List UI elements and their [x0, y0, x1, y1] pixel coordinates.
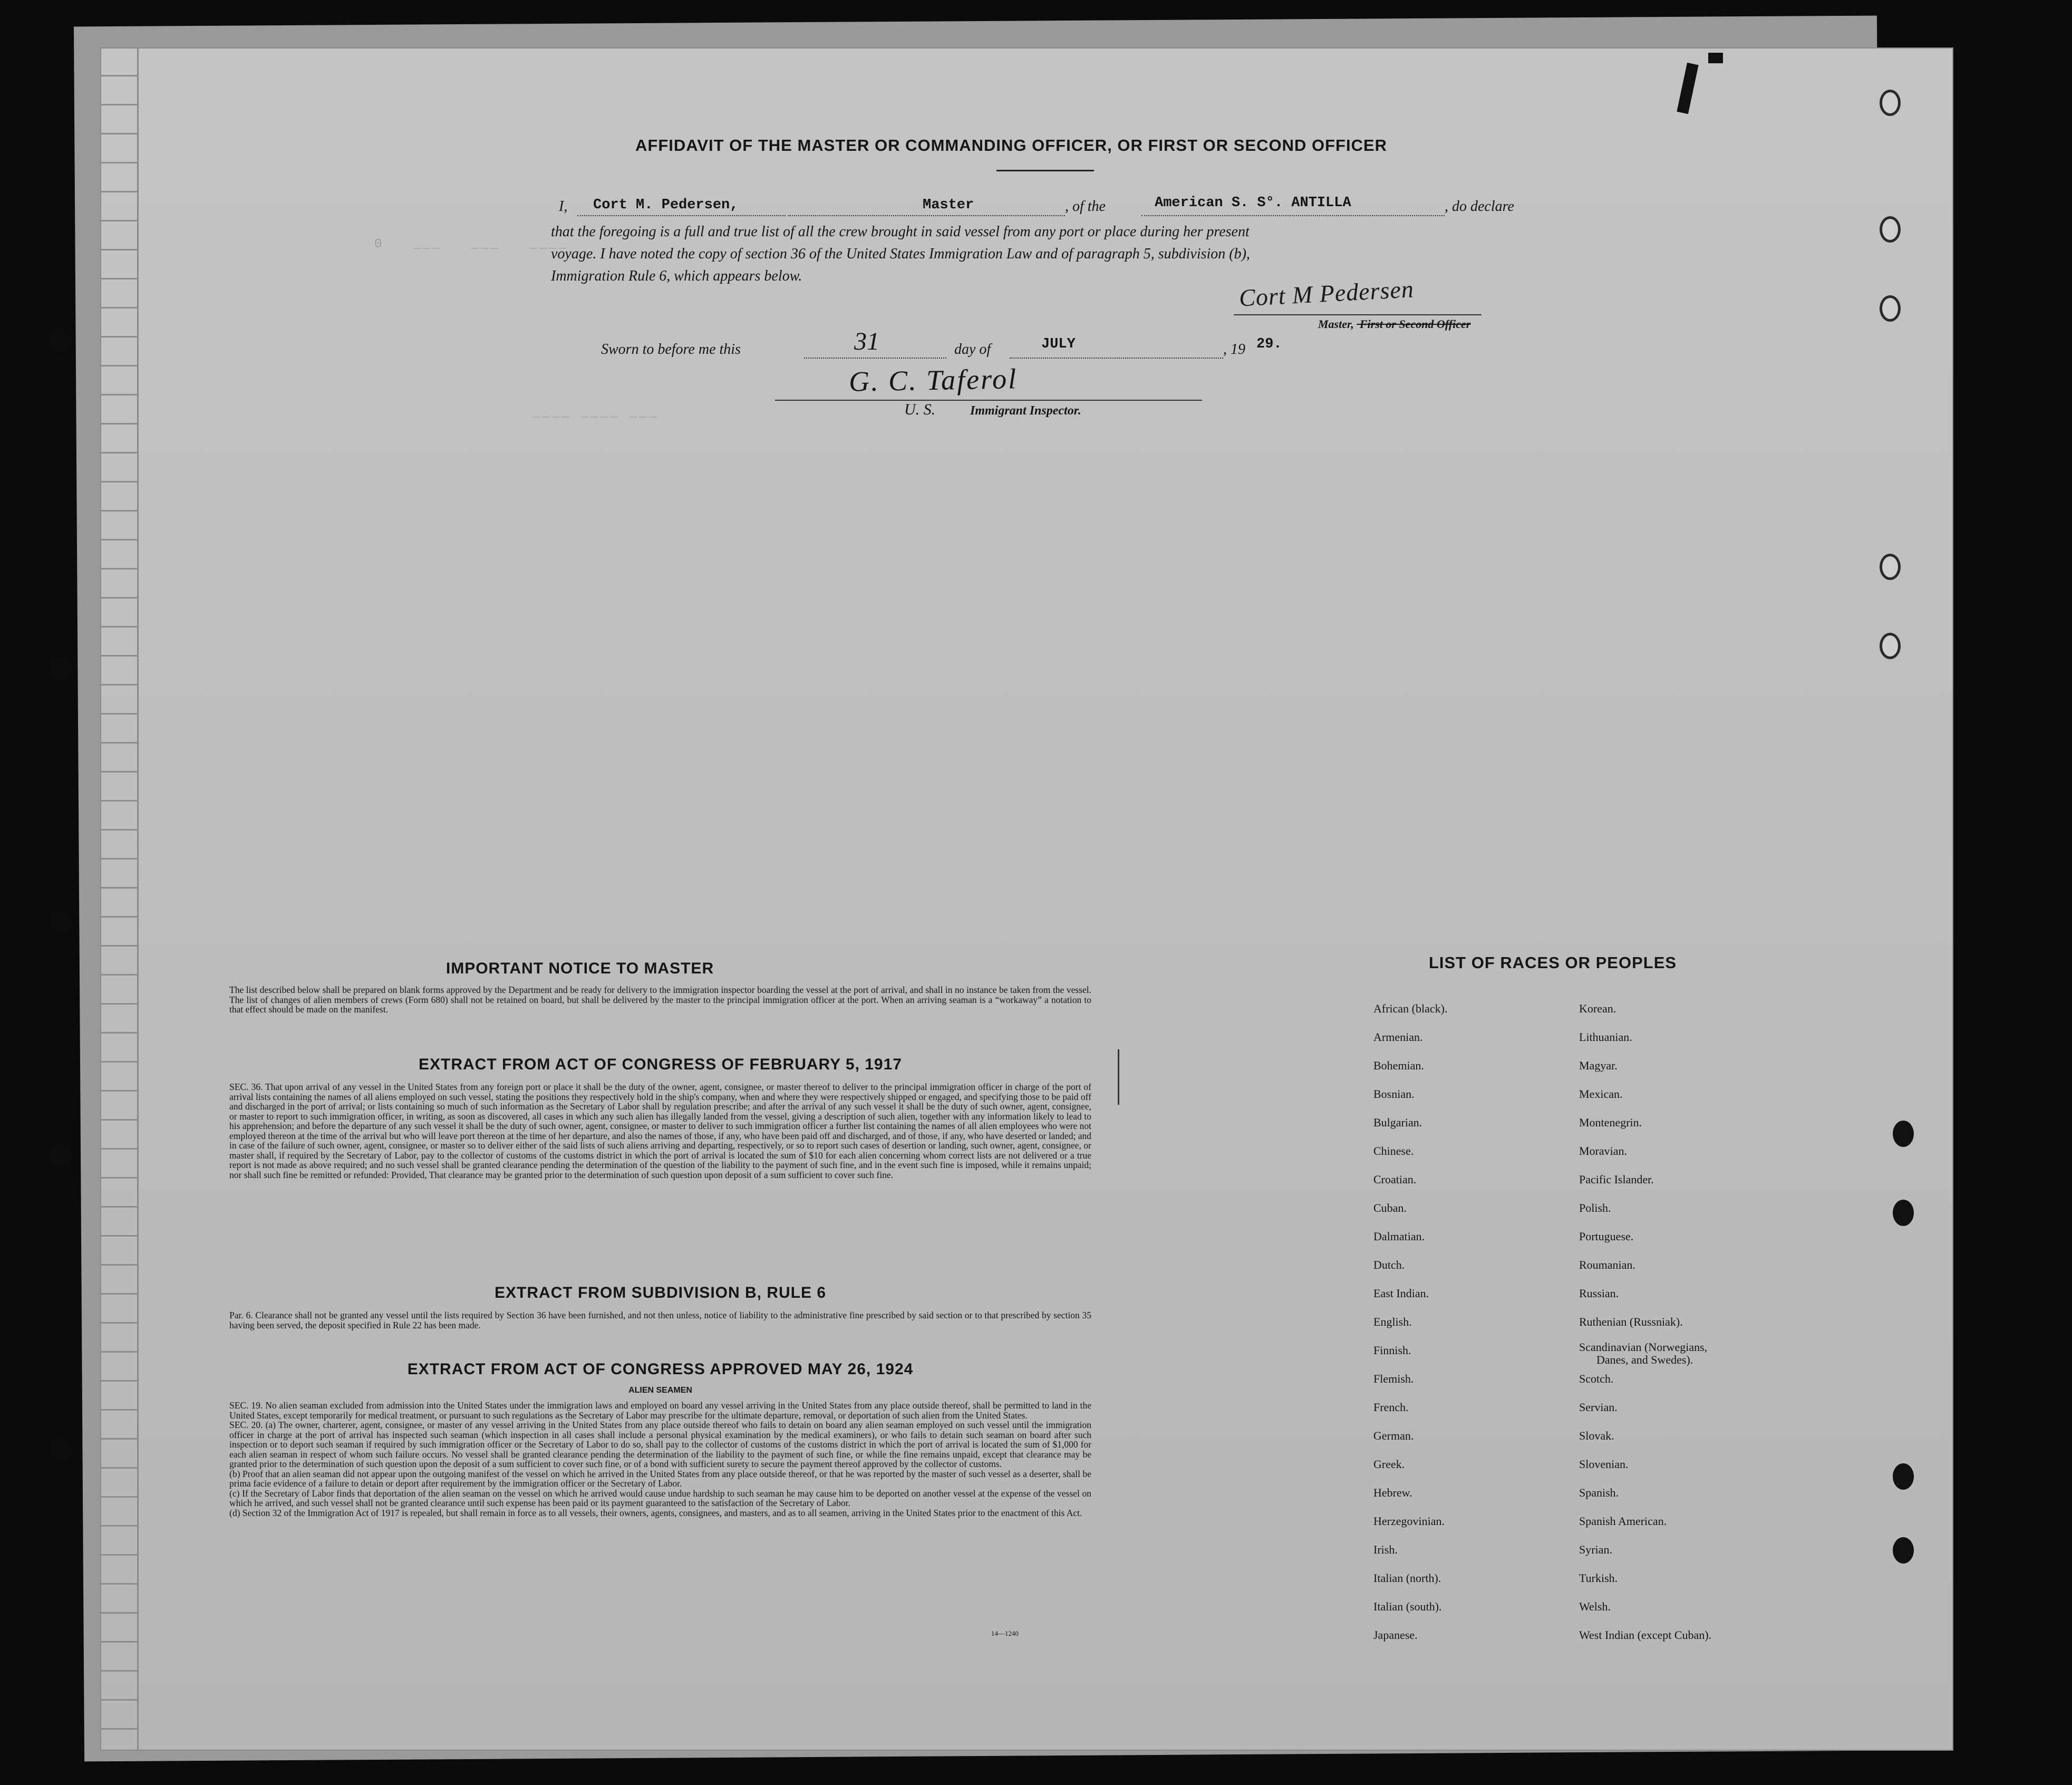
binder-hole-icon — [49, 657, 72, 680]
race-left: Italian (north). — [1373, 1571, 1441, 1585]
inspector-line — [775, 400, 1202, 401]
alien-seamen-subtitle: ALIEN SEAMEN — [628, 1386, 692, 1395]
race-right: Russian. — [1579, 1287, 1619, 1300]
punch-hole-icon — [1880, 216, 1901, 243]
race-left: Bulgarian. — [1373, 1116, 1422, 1129]
affidavit-line-3: voyage. I have noted the copy of section 36 of the United States Immigration Law and of paragraph 5, subdivision (b), — [551, 246, 1250, 262]
race-right: Magyar. — [1579, 1059, 1618, 1072]
month-line — [1010, 358, 1223, 359]
punch-hole-icon — [1880, 90, 1901, 116]
race-right: Montenegrin. — [1579, 1116, 1642, 1129]
bleed-through-text: 0 ___ ___ ____ — [374, 237, 569, 252]
affidavit-line-4: Immigration Rule 6, which appears below. — [551, 268, 802, 284]
sec-19-text: SEC. 19. No alien seaman excluded from admission into the United States under the immigration laws and employed on board any vessel arriving in the United States from any place outside thereof, shall be permitted to land in the United States, except temporarily for medical treatment, or pursuant to such regulations as the Secretary of Labor may prescribe for the ultimate departure, removal, or deportation of such alien from the United States. — [229, 1400, 1091, 1421]
punch-hole-icon — [1893, 1463, 1914, 1490]
binder-hole-icon — [49, 1437, 72, 1460]
extract-1924-title: EXTRACT FROM ACT OF CONGRESS APPROVED MAY 26, 1924 — [407, 1361, 914, 1378]
punch-hole-icon — [1893, 1200, 1914, 1226]
vessel-line — [1141, 215, 1445, 216]
race-left: Irish. — [1373, 1543, 1398, 1556]
race-right: Scotch. — [1579, 1372, 1614, 1385]
inspector-caption: Immigrant Inspector. — [970, 404, 1081, 418]
punch-hole-icon — [1880, 295, 1901, 322]
race-left: Greek. — [1373, 1458, 1405, 1471]
punch-hole-icon — [1893, 1537, 1914, 1564]
race-left: Hebrew. — [1373, 1486, 1412, 1499]
race-right: Turkish. — [1579, 1571, 1618, 1585]
race-right: Ruthenian (Russniak). — [1579, 1315, 1683, 1328]
race-right: Pacific Islander. — [1579, 1173, 1654, 1186]
race-right: Spanish. — [1579, 1486, 1619, 1499]
day-of-label: day of — [954, 341, 991, 358]
sworn-month: JULY — [1041, 336, 1076, 352]
races-title: LIST OF RACES OR PEOPLES — [1428, 953, 1677, 972]
race-left: Herzegovinian. — [1373, 1514, 1445, 1528]
master-signature: Cort M Pedersen — [1238, 275, 1415, 312]
punch-hole-icon — [1893, 1121, 1914, 1147]
signature-caption — [1318, 317, 1470, 331]
stray-mark — [1118, 1049, 1119, 1105]
punch-hole-icon — [1880, 554, 1901, 580]
bleed-through-text: ____ ____ ___ — [532, 406, 659, 420]
race-left: Japanese. — [1373, 1628, 1418, 1642]
sworn-year: 29. — [1256, 336, 1282, 352]
affidavit-line-2: that the foregoing is a full and true list of all the crew brought in said vessel from any port or place during her present — [551, 224, 1250, 240]
vessel-name: American S. S°. ANTILLA — [1155, 195, 1351, 211]
race-left: Dutch. — [1373, 1258, 1405, 1271]
signature-line — [1234, 314, 1482, 315]
declarant-i: I, — [559, 198, 568, 215]
race-left: Croatian. — [1373, 1173, 1417, 1186]
race-left: Dalmatian. — [1373, 1230, 1425, 1243]
inspector-signature: G. C. Taferol — [848, 363, 1018, 398]
struck-caption: First or Second Officer — [1357, 317, 1471, 331]
race-right: Portuguese. — [1579, 1230, 1634, 1243]
race-left: African (black). — [1373, 1002, 1448, 1015]
race-right: Syrian. — [1579, 1543, 1612, 1556]
race-left: Bosnian. — [1373, 1087, 1415, 1101]
notice-body — [229, 985, 1091, 1015]
affidavit-title: AFFIDAVIT OF THE MASTER OR COMMANDING OFFICER, OR FIRST OR SECOND OFFICER — [635, 136, 1388, 155]
race-left: French. — [1373, 1401, 1409, 1414]
extract-1917-body — [229, 1082, 1091, 1180]
ink-mark — [1677, 63, 1698, 114]
sec-20c-text: (c) If the Secretary of Labor finds that deportation of the alien seaman on the vessel on which he arrived would cause undue hardship to such seaman he may cause him to be deported on another vessel at the expense of the vessel on which he arrived, and such vessel shall not be granted clearance until such expense has been paid or its payment guaranteed to the satisfaction of the Secretary of Labor. — [229, 1488, 1091, 1508]
race-right: Spanish American. — [1579, 1514, 1667, 1528]
binder-hole-icon — [49, 1144, 72, 1168]
do-declare-label: , do declare — [1445, 198, 1514, 215]
position-line — [788, 215, 1065, 216]
sec-20b-text: (b) Proof that an alien seaman did not appear upon the outgoing manifest of the vessel on which he arrived in the United States from any place outside thereof, or that he was reported by the master of such vessel as a deserter, shall be prima facie evidence of a failure to detain or deport after requirement by the immigration officer or the Secretary of Labor. — [229, 1468, 1091, 1489]
master-caption: Master, — [1318, 317, 1354, 331]
race-left: German. — [1373, 1429, 1414, 1442]
race-right: Scandinavian (Norwegians, — [1579, 1340, 1708, 1354]
form-number: 14—1240 — [991, 1629, 1019, 1637]
day-line — [804, 358, 946, 359]
extract-1917-title: EXTRACT FROM ACT OF CONGRESS OF FEBRUARY 5, 1917 — [419, 1056, 902, 1073]
race-left: Bohemian. — [1373, 1059, 1424, 1072]
race-right: Moravian. — [1579, 1144, 1628, 1157]
punch-hole-icon — [1880, 633, 1901, 659]
binder-hole-icon — [49, 910, 72, 933]
race-right: Polish. — [1579, 1201, 1611, 1214]
race-left: English. — [1373, 1315, 1412, 1328]
race-right: Lithuanian. — [1579, 1030, 1632, 1044]
affidavit-page — [100, 47, 1953, 1751]
master-position: Master — [923, 197, 974, 213]
extract-1917-text: SEC. 36. That upon arrival of any vessel in the United States from any foreign port or place it shall be the duty of the owner, agent, consignee, or master thereof to deliver to the principal immigration officer in charge of the port of arrival lists containing the names of all aliens employed on such vessel, stating the positions they respectively hold in the ship's company, when and where they were respectively shipped or engaged, and specifying those to be paid off and discharged in the port of arrival; or lists containing so much of such information as the Secretary of Labor shall by regulation prescribe; and after the arrival of any such vessel it shall be the duty of such owner, agent, consignee, or master to report to such immigration officer, in writing, as soon as discovered, all cases in which any such alien has illegally landed from the vessel, giving a description of such alien, together with any information likely to lead to his apprehension; and before the departure of any such vessel it shall be the duty of such owner, agent, consignee, or master to deliver to such immigration officer a further list containing the names of all alien employees who were not employed thereon at the time of the arrival but who will leave port thereon at the time of her departure, and also the names of those, if any, who have been paid off and discharged, and of those, if any, who have deserted or landed; and in case of the failure of such owner, agent, consignee, or master so to deliver either of the said lists of such aliens arriving and departing, respectively, or so to report such cases of desertion or landing, such owner, agent, consignee, or master shall, if required by the Secretary of Labor, pay to the collector of customs of the customs district in which the port of arrival is located the sum of $10 for each alien concerning whom correct lists are not delivered or a true report is not made as above required; and no such vessel shall be granted clearance pending the determination of the question of the liability to the payment of such fine, and in the event such fine is imposed, while it remains unpaid; nor shall such fine be remitted or refunded: Provided, That clearance may be granted prior to the determination of such question upon deposit of a sum sufficient to cover such fine. — [229, 1082, 1091, 1180]
race-right: West Indian (except Cuban). — [1579, 1628, 1712, 1642]
of-the-label: , of the — [1065, 198, 1106, 215]
race-left: Italian (south). — [1373, 1600, 1442, 1613]
race-right: Slovenian. — [1579, 1458, 1629, 1471]
race-left: Chinese. — [1373, 1144, 1414, 1157]
race-left: Cuban. — [1373, 1201, 1407, 1214]
race-right: Danes, and Swedes). — [1596, 1353, 1693, 1366]
notice-title: IMPORTANT NOTICE TO MASTER — [446, 960, 714, 977]
sec-20d-text: (d) Section 32 of the Immigration Act of 1917 is repealed, but shall remain in force as to all vessels, their owners, agents, consignees, and masters, and as to all seamen, arriving in the United States prior to the enactment of this Act. — [229, 1507, 1082, 1518]
race-right: Slovak. — [1579, 1429, 1614, 1442]
race-left: Armenian. — [1373, 1030, 1423, 1044]
ruled-margin — [100, 47, 139, 1751]
race-left: East Indian. — [1373, 1287, 1429, 1300]
inspector-prefix: U. S. — [904, 401, 936, 418]
extract-rule6-title: EXTRACT FROM SUBDIVISION B, RULE 6 — [494, 1284, 827, 1301]
title-rule — [996, 170, 1094, 171]
race-right: Servian. — [1579, 1401, 1618, 1414]
extract-rule6-text: Par. 6. Clearance shall not be granted any vessel until the lists required by Section 36 have been furnished, and not then unless, notice of liability to the administrative fine prescribed by said section or to that prescribed by section 35 having been served, the deposit specified in Rule 22 has been made. — [229, 1310, 1091, 1330]
sec-20a-text: SEC. 20. (a) The owner, charterer, agent, consignee, or master of any vessel arriving in the United States from any place outside thereof who fails to detain on board any alien seaman employed on such vessel until the immigration officer in charge at the port of arrival has inspected such seaman (which inspection in all cases shall include a personal physical examination by the medical examiners), or who fails to detain such seaman on board after such inspection or to deport such seaman if required by such immigration officer or the Secretary of Labor to do so, shall pay to the collector of customs of the customs district in which the port of arrival is located the sum of $1,000 for each alien seaman in respect of whom such failure occurs. No vessel shall be granted clearance pending the determination of the liability to the payment of such fine, or while the fine remains unpaid, except that clearance may be granted prior to the determination of such question upon the deposit of a sum sufficient to cover such fine, or of a bond with sufficient surety to secure the payment thereof approved by the collector of customs. — [229, 1420, 1091, 1469]
name-line — [577, 215, 786, 216]
race-right: Korean. — [1579, 1002, 1616, 1015]
extract-rule6-body — [229, 1310, 1091, 1330]
race-right: Roumanian. — [1579, 1258, 1635, 1271]
binder-hole-icon — [49, 330, 72, 353]
sworn-day: 31 — [854, 327, 879, 355]
ink-mark — [1708, 53, 1723, 63]
sworn-label: Sworn to before me this — [601, 341, 741, 358]
year-prefix: , 19 — [1223, 341, 1245, 358]
race-right: Mexican. — [1579, 1087, 1623, 1101]
race-left: Finnish. — [1373, 1344, 1411, 1357]
master-name: Cort M. Pedersen, — [593, 197, 739, 213]
extract-1924-body — [229, 1401, 1091, 1518]
notice-text: The list described below shall be prepared on blank forms approved by the Department and be ready for delivery to the immigration inspector boarding the vessel at the port of arrival, and shall in no instance be taken from the vessel. The list of changes of alien members of crews (Form 680) shall not be retained on board, but shall be delivered by the master to the principal immigration officer at the port. When an arriving seaman is a “workaway” a notation to that effect should be made on the manifest. — [229, 985, 1091, 1015]
race-left: Flemish. — [1373, 1372, 1414, 1385]
race-right: Welsh. — [1579, 1600, 1611, 1613]
